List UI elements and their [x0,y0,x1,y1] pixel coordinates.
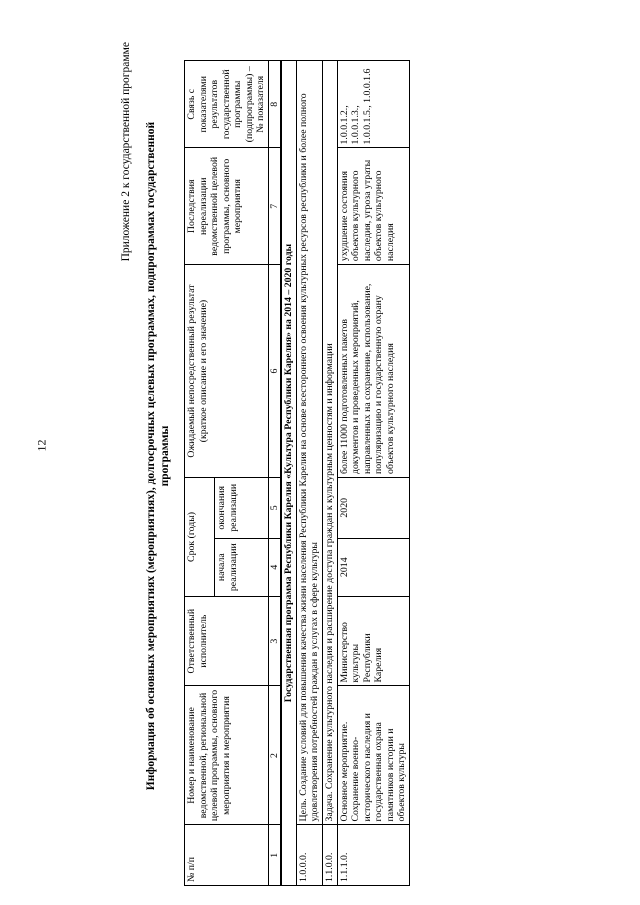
measure-result: более 11000 подготовленных пакетов документов и проведенных мероприятий, направленных на сохранение, использование, популяризацию и государственную охрану объектов культурного наследия [337,265,409,478]
goal-row [296,61,322,886]
program-row [281,61,296,886]
measure-start: 2014 [337,538,409,596]
column-numbers-row [268,61,281,886]
col-number: 4 [268,538,281,596]
header-term: Срок (годы) [185,478,215,597]
header-executor: Ответственный исполнитель [185,596,269,686]
header-num: № п/п [185,825,269,886]
col-number: 7 [268,148,281,265]
measure-consequences: ухудшение состояния объектов культурного наследия, угроза утраты объектов культурного наследия [337,148,409,265]
appendix-caption: Приложение 2 к государственной программе [120,42,132,262]
header-term-start: начала реализации [215,538,269,596]
header-name: Номер и наименование ведомственной, региональной целевой программы, основного мероприятия и мероприятия [185,686,269,825]
col-number: 3 [268,596,281,686]
page-number: 12 [34,439,49,452]
program-title: Государственная программа Республики Карелия «Культура Республики Карелия» на 2014 – 2020 годы [281,61,296,886]
measure-indicators: 1.0.0.1.2., 1.0.0.1.3., 1.0.0.1.5., 1.0.0.1.6 [337,61,409,149]
task-num: 1.1.0.0. [323,825,338,886]
header-term-end: окончания реализации [215,478,269,539]
col-number: 2 [268,686,281,825]
measure-executor: Министерство культуры Республики Карелия [337,596,409,686]
title-line-2: программы [159,425,172,487]
col-number: 5 [268,478,281,539]
goal-text: Цель. Создание условий для повышения качества жизни населения Республики Карелия на основе всестороннего освоения культурных ресурсов республики и более полного удовлетворения потребностей граждан в услугах в сфере культуры [296,61,322,825]
title-line-1: Информация об основных мероприятиях (мероприятиях), долгосрочных целевых программах, подпрограммах государственной [145,121,157,791]
measure-num: 1.1.1.0. [337,825,409,886]
measure-end: 2020 [337,478,409,539]
document-title [144,38,173,874]
measure-name: Основное мероприятие. Сохранение военно-исторического наследия и государственная охрана памятников истории и объектов культуры [337,686,409,825]
col-number: 1 [268,825,281,886]
goal-num: 1.0.0.0. [296,825,322,886]
rotated-page [120,26,640,886]
header-indicators: Связь с показателями результатов государственной программы (подпрограммы) – № показателя [185,61,269,149]
header-consequences: Последствия нереализации ведомственной целевой программы, основного мероприятия [185,148,269,265]
task-text: Задача. Сохранение культурного наследия и расширение доступа граждан к культурным ценностям и информации [323,61,338,825]
task-row [323,61,338,886]
header-result: Ожидаемый непосредственный результат (краткое описание и его значение) [185,265,269,478]
measures-table [184,60,410,886]
measure-row [337,61,409,886]
header-row [185,61,215,886]
col-number: 8 [268,61,281,149]
col-number: 6 [268,265,281,478]
